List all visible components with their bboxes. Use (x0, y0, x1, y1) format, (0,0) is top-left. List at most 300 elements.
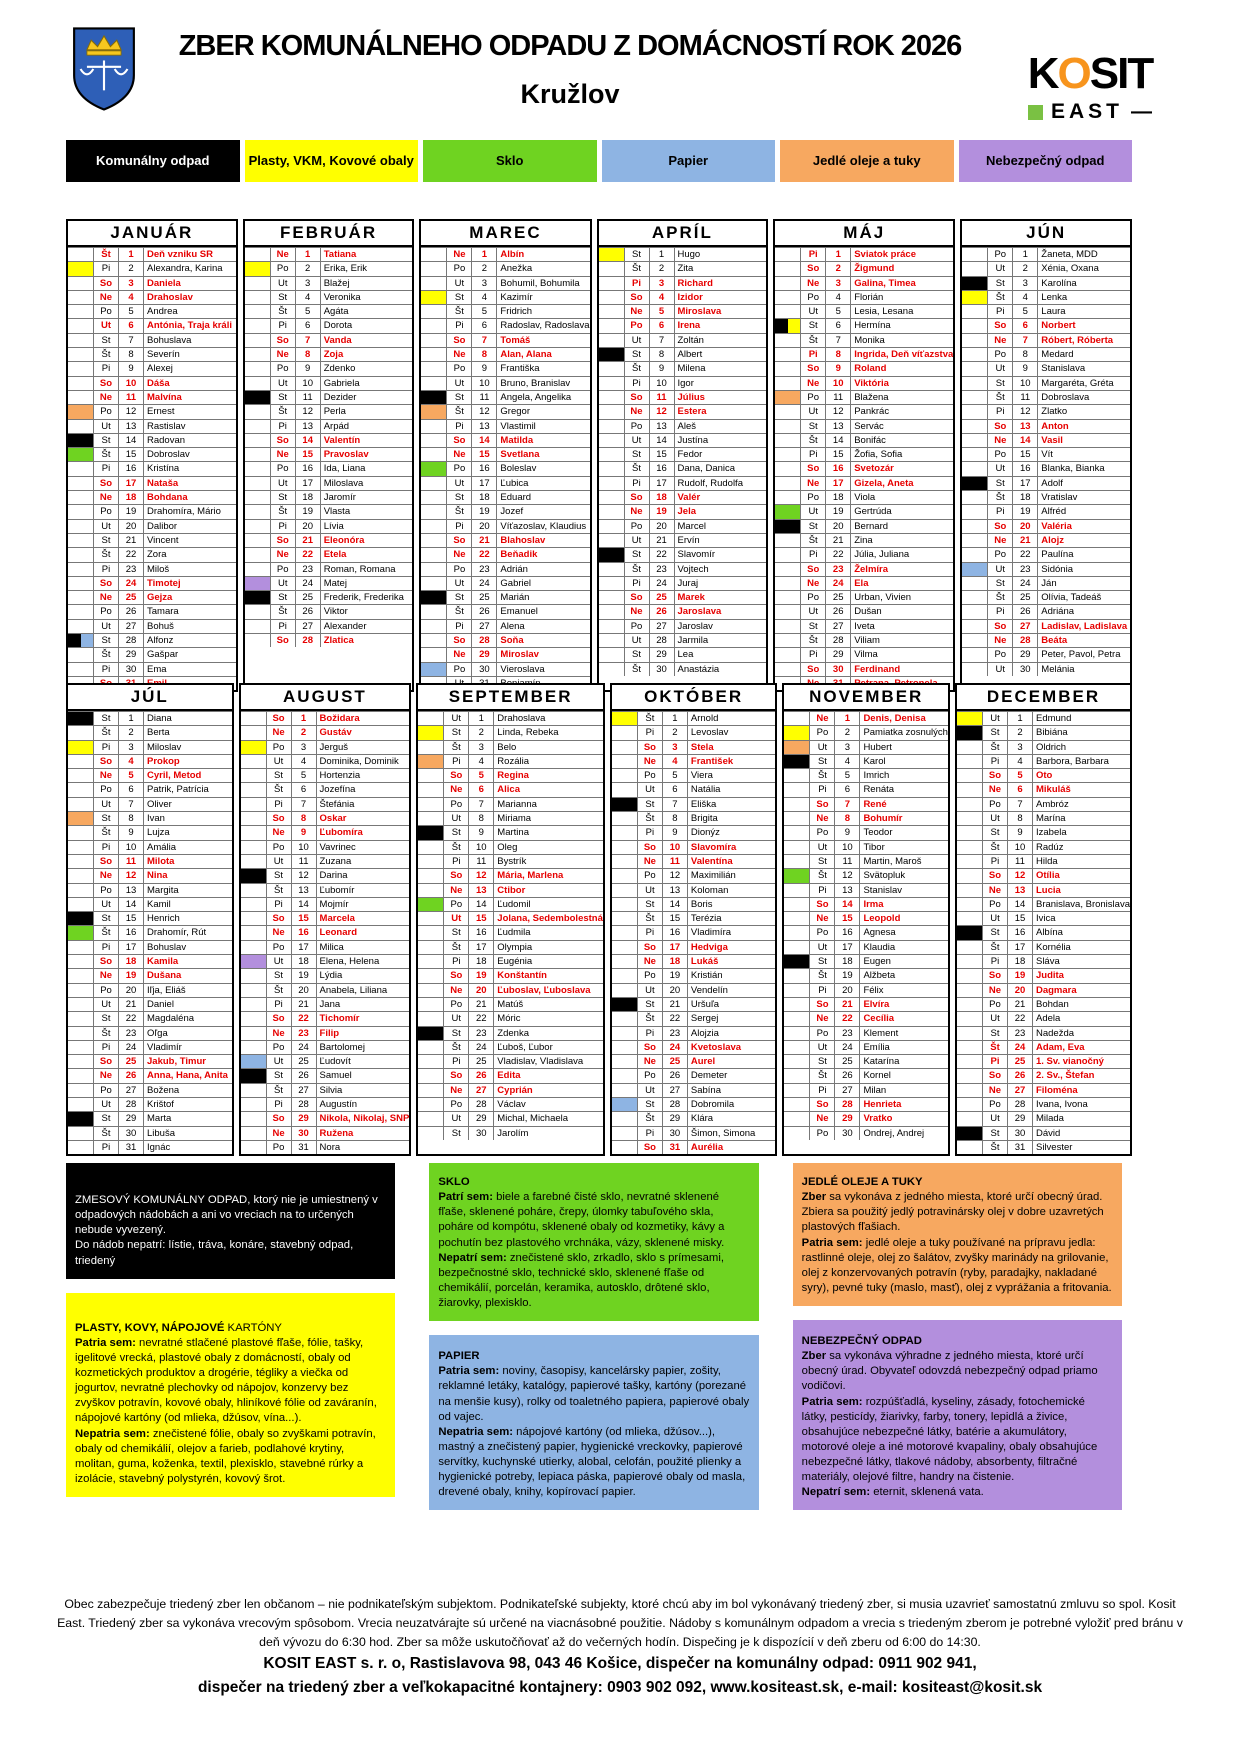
weekday-abbrev: Št (801, 534, 826, 547)
calendar-day-row (957, 1040, 1130, 1054)
weekday-abbrev: Po (801, 491, 826, 504)
name-day: Xénia, Oxana (1041, 263, 1099, 275)
day-number: 2 (296, 262, 321, 275)
calendar-day-row (68, 633, 236, 647)
waste-collection-marker (68, 1127, 94, 1140)
waste-collection-marker (599, 591, 625, 604)
day-number: 3 (650, 277, 675, 290)
waste-collection-marker (241, 798, 267, 811)
weekday-abbrev: Ne (94, 969, 119, 982)
calendar-day-row (421, 476, 589, 490)
weekday-abbrev: So (638, 841, 663, 854)
name-day: Galina, Timea (854, 277, 916, 289)
name-day: Vilma (854, 649, 878, 661)
day-number: 2 (472, 262, 497, 275)
black-waste-marker (418, 826, 443, 839)
day-number: 4 (1008, 755, 1033, 768)
orange-waste-marker (421, 405, 446, 418)
weekday-abbrev: Ut (444, 1112, 469, 1125)
calendar-day-row (68, 983, 232, 997)
day-number: 12 (1013, 405, 1038, 418)
waste-collection-marker (245, 591, 271, 604)
name-day: Patrik, Patrícia (147, 784, 209, 796)
weekday-abbrev: So (94, 377, 119, 390)
name-day: Ferdinand (854, 663, 901, 675)
day-number: 17 (1013, 477, 1038, 490)
day-number: 19 (1013, 505, 1038, 518)
waste-collection-marker (418, 755, 444, 768)
day-number: 11 (663, 855, 688, 868)
waste-collection-marker (775, 548, 801, 561)
calendar-day-row (421, 490, 589, 504)
name-day: Emanuel (500, 606, 538, 618)
name-day: Viola (854, 492, 876, 504)
day-number: 16 (650, 462, 675, 475)
waste-collection-marker (421, 262, 447, 275)
day-number: 18 (663, 955, 688, 968)
waste-collection-marker (599, 248, 625, 261)
day-number: 4 (1013, 291, 1038, 304)
weekday-abbrev: So (267, 812, 292, 825)
calendar-day-row (957, 811, 1130, 825)
weekday-abbrev: Ut (447, 477, 472, 490)
waste-collection-marker (784, 755, 810, 768)
weekday-abbrev: St (801, 319, 826, 332)
day-number: 26 (472, 605, 497, 618)
calendar-day-row (962, 433, 1130, 447)
weekday-abbrev: Št (94, 448, 119, 461)
weekday-abbrev: St (444, 826, 469, 839)
month-title: MAREC (421, 221, 589, 247)
weekday-abbrev: Pi (444, 855, 469, 868)
day-number: 26 (292, 1069, 317, 1082)
name-day: Marína (1035, 813, 1066, 825)
info-paragraph: Nepatria sem: nápojové kartóny (od mlieka, džúsov...), mastný a znečistený papier, hygienické vreckovky, papierové servítky, kuchynské utierky, alobal, celofán, použité plienky a hygienické potreby, lepiaca páska, papierové obaly od masla, drevené obaly, knihy, kopírovací papier. (438, 1425, 746, 1499)
name-day: Radúz (1035, 841, 1064, 853)
day-number: 27 (296, 620, 321, 633)
weekday-abbrev: Ne (94, 291, 119, 304)
waste-collection-marker (962, 405, 988, 418)
name-day: Milota (147, 855, 175, 867)
day-number: 18 (296, 491, 321, 504)
weekday-abbrev: Po (638, 1069, 663, 1082)
day-number: 3 (469, 741, 494, 754)
kosit-letters-sit: SIT (1089, 49, 1153, 98)
day-number: 12 (119, 869, 144, 882)
day-number: 6 (292, 783, 317, 796)
name-day: Eugen (863, 956, 891, 968)
weekday-abbrev: Ut (983, 912, 1008, 925)
name-day: Dobroslav (147, 449, 190, 461)
day-number: 11 (119, 391, 144, 404)
day-number: 11 (296, 391, 321, 404)
weekday-abbrev: Ut (801, 305, 826, 318)
weekday-abbrev: So (810, 998, 835, 1011)
name-day: Oskar (319, 813, 347, 825)
weekday-abbrev: So (94, 277, 119, 290)
info-paragraph: Zber sa vykonáva z jedného miesta, ktoré určí obecný úrad. Zbiera sa použitý jedlý potravinársky olej v dobre uzavretých plastových fľašiach. (801, 1191, 1104, 1234)
waste-collection-marker (962, 448, 988, 461)
weekday-abbrev: Po (810, 1027, 835, 1040)
day-number: 12 (296, 405, 321, 418)
calendar-day-row (775, 376, 953, 390)
weekday-abbrev: Pi (983, 855, 1008, 868)
waste-collection-marker (962, 577, 988, 590)
day-number: 13 (292, 884, 317, 897)
weekday-abbrev: Št (638, 912, 663, 925)
weekday-abbrev: So (988, 319, 1013, 332)
name-day: Dušan (854, 606, 882, 618)
waste-collection-marker (962, 591, 988, 604)
weekday-abbrev: Št (447, 305, 472, 318)
waste-collection-marker (599, 262, 625, 275)
kosit-green-square-icon (1028, 105, 1043, 120)
calendar-day-row (68, 590, 236, 604)
weekday-abbrev: St (444, 1027, 469, 1040)
waste-collection-marker (68, 926, 94, 939)
weekday-abbrev: Ut (447, 277, 472, 290)
name-day: Arpád (323, 420, 350, 432)
blue-waste-marker (421, 663, 446, 676)
waste-collection-marker (418, 884, 444, 897)
waste-collection-marker (421, 420, 447, 433)
name-day: Sláva (1035, 956, 1060, 968)
name-day: Alžbeta (863, 970, 896, 982)
day-number: 18 (119, 955, 144, 968)
name-day: Pamiatka zosnulých (863, 727, 948, 739)
name-day: Bohuš (147, 620, 174, 632)
weekday-abbrev: Ne (447, 348, 472, 361)
day-number: 8 (1013, 348, 1038, 361)
calendar-day-row (68, 1054, 232, 1068)
calendar-day-row (775, 404, 953, 418)
calendar-day-row (612, 940, 776, 954)
footer-notice: Obec zabezpečuje triedený zber len občanom – nie podnikateľským subjektom. Podnikateľské subjekty, ktoré chcú aby im bol vykonávaný triedený zber, si musia uzavrieť samostatnú zmluvu so spol. Kosit East. Triedený zber sa vykonáva vrecovým spôsobom. Vrecia neuzatvárajte sú určené na viacnásobné použitie. Nádoby s komunálnym odpadom a vrecia s triedeným zberom je potrebné vyložiť pred bránu v deň vývozu do 6:30 hod. Zber sa môže uskutočňovať až do večerných hodín. Dispečing je k dispozícií v deň zberu od 6:00 do 14:30. (57, 1597, 1183, 1650)
weekday-abbrev: Po (638, 869, 663, 882)
name-day: Olívia, Tadeáš (1041, 592, 1102, 604)
weekday-abbrev: So (983, 969, 1008, 982)
weekday-abbrev: Ne (447, 648, 472, 661)
day-number: 19 (296, 505, 321, 518)
weekday-abbrev: Pi (94, 941, 119, 954)
name-day: Klára (690, 1113, 714, 1125)
weekday-abbrev: Ut (810, 841, 835, 854)
calendar-day-row (68, 711, 232, 725)
footer-contact-line-2: dispečer na triedený zber a veľkokapacitné kontajnery: 0903 902 092, www.kositeast.sk, e-mail: kositeast@kosit.sk (197, 1679, 1043, 1697)
weekday-abbrev: So (271, 534, 296, 547)
weekday-abbrev: Pi (983, 955, 1008, 968)
day-number: 20 (119, 520, 144, 533)
calendar-day-row (68, 433, 236, 447)
waste-collection-marker (962, 548, 988, 561)
day-number: 26 (1013, 605, 1038, 618)
weekday-abbrev: St (271, 391, 296, 404)
day-number: 15 (119, 448, 144, 461)
calendar-day-row (418, 883, 603, 897)
day-number: 21 (650, 534, 675, 547)
info-block-title: PAPIER (438, 1350, 480, 1363)
weekday-abbrev: Ne (444, 1084, 469, 1097)
calendar-day-row (421, 433, 589, 447)
calendar-day-row (68, 519, 236, 533)
weekday-abbrev: Po (625, 520, 650, 533)
calendar-day-row (957, 1026, 1130, 1040)
weekday-abbrev: Ne (988, 434, 1013, 447)
waste-collection-marker (421, 477, 447, 490)
waste-collection-marker (775, 348, 801, 361)
calendar-day-row (599, 419, 767, 433)
calendar-day-row (245, 519, 413, 533)
name-day: Kamil (147, 898, 171, 910)
waste-collection-marker (599, 377, 625, 390)
month-table-júl (66, 683, 234, 1156)
name-day: Kristián (690, 970, 723, 982)
waste-collection-marker (418, 998, 444, 1011)
name-day: Bohumil, Bohumila (500, 277, 580, 289)
name-day: Elena, Helena (319, 956, 380, 968)
waste-collection-marker (957, 898, 983, 911)
weekday-abbrev: St (94, 1012, 119, 1025)
calendar-day-row (612, 868, 776, 882)
calendar-day-row (612, 1097, 776, 1111)
waste-collection-marker (612, 1141, 638, 1154)
month-table-marec (419, 219, 591, 692)
weekday-abbrev: Št (94, 348, 119, 361)
calendar-day-row (775, 261, 953, 275)
day-number: 27 (1013, 620, 1038, 633)
black-waste-marker (784, 955, 809, 968)
black-waste-marker (241, 869, 266, 882)
day-number: 28 (1013, 634, 1038, 647)
day-number: 28 (119, 634, 144, 647)
weekday-abbrev: So (810, 798, 835, 811)
name-day: Ivica (1035, 913, 1056, 925)
weekday-abbrev: Pi (638, 726, 663, 739)
weekday-abbrev: Ne (94, 769, 119, 782)
calendar-day-row (241, 940, 410, 954)
weekday-abbrev: Ut (983, 712, 1008, 725)
day-number: 4 (119, 291, 144, 304)
day-number: 26 (119, 605, 144, 618)
name-day: Nikola, Nikolaj, SNP (319, 1113, 410, 1125)
name-day: Jana (319, 998, 341, 1010)
calendar-day-row (241, 1140, 410, 1154)
info-paragraph-lead: Patria sem: (801, 1395, 863, 1408)
calendar-day-row (421, 519, 589, 533)
weekday-abbrev: Št (983, 1141, 1008, 1154)
calendar-day-row (241, 997, 410, 1011)
weekday-abbrev: Ne (638, 855, 663, 868)
name-day: Mojmír (319, 898, 349, 910)
name-day: Dáša (147, 377, 170, 389)
day-number: 9 (119, 826, 144, 839)
calendar-day-row (957, 1111, 1130, 1125)
waste-collection-marker (957, 941, 983, 954)
calendar-day-row (418, 754, 603, 768)
calendar-day-row (68, 1083, 232, 1097)
name-day: Alexandra, Karina (147, 263, 223, 275)
weekday-abbrev: St (988, 377, 1013, 390)
weekday-abbrev: Ne (94, 491, 119, 504)
calendar-day-row (245, 347, 413, 361)
black-waste-marker (612, 998, 637, 1011)
calendar-day-row (421, 361, 589, 375)
calendar-day-row (68, 854, 232, 868)
kosit-dash: — (1131, 100, 1152, 123)
weekday-abbrev: Pi (801, 648, 826, 661)
weekday-abbrev: Po (988, 648, 1013, 661)
weekday-abbrev: Pi (983, 1055, 1008, 1068)
calendar-day-row (68, 490, 236, 504)
weekday-abbrev: Ne (625, 505, 650, 518)
calendar-day-row (612, 1126, 776, 1140)
day-number: 14 (835, 898, 860, 911)
waste-collection-marker (612, 955, 638, 968)
weekday-abbrev: St (94, 634, 119, 647)
weekday-abbrev: Ut (267, 955, 292, 968)
day-number: 13 (663, 884, 688, 897)
name-day: Olympia (497, 941, 533, 953)
waste-collection-marker (957, 1127, 983, 1140)
yellow-waste-marker (612, 712, 637, 725)
weekday-abbrev: Št (94, 548, 119, 561)
waste-collection-marker (775, 648, 801, 661)
calendar-day-row (784, 1083, 948, 1097)
name-day: Martin, Maroš (863, 855, 922, 867)
name-day: Miroslav (500, 649, 539, 661)
calendar-day-row (241, 840, 410, 854)
weekday-abbrev: So (94, 955, 119, 968)
blue-waste-marker (241, 1055, 266, 1068)
day-number: 26 (469, 1069, 494, 1082)
waste-collection-marker (68, 534, 94, 547)
day-number: 25 (650, 591, 675, 604)
name-day: Magdaléna (147, 1013, 195, 1025)
weekday-abbrev: Ut (625, 534, 650, 547)
header (110, 30, 1030, 110)
weekday-abbrev: Po (447, 362, 472, 375)
name-day: Milada (1035, 1113, 1064, 1125)
day-number: 12 (1008, 869, 1033, 882)
name-day: Filoména (1035, 1084, 1078, 1096)
calendar-day-row (599, 662, 767, 676)
day-number: 16 (1008, 926, 1033, 939)
day-number: 9 (1013, 362, 1038, 375)
calendar-day-row (421, 604, 589, 618)
calendar-day-row (775, 490, 953, 504)
calendar-day-row (612, 711, 776, 725)
weekday-abbrev: St (271, 291, 296, 304)
name-day: Marcela (319, 913, 355, 925)
day-number: 17 (119, 477, 144, 490)
calendar-day-row (418, 897, 603, 911)
weekday-abbrev: Ne (810, 1112, 835, 1125)
weekday-abbrev: Pi (625, 377, 650, 390)
weekday-abbrev: So (271, 334, 296, 347)
day-number: 12 (472, 405, 497, 418)
name-day: Vratislav (1041, 492, 1078, 504)
weekday-abbrev: Pi (444, 755, 469, 768)
name-day: Karolína (1041, 277, 1077, 289)
waste-collection-marker (957, 912, 983, 925)
calendar-day-row (962, 347, 1130, 361)
name-day: Jolana, Sedembolestná (497, 913, 603, 925)
weekday-abbrev: So (810, 1098, 835, 1111)
name-day: Iľja, Eliáš (147, 984, 186, 996)
weekday-abbrev: St (94, 812, 119, 825)
waste-collection-marker (957, 841, 983, 854)
weekday-abbrev: Št (267, 884, 292, 897)
waste-collection-marker (68, 898, 94, 911)
calendar-day-row (957, 968, 1130, 982)
day-number: 14 (472, 434, 497, 447)
name-day: Žofia, Sofia (854, 449, 903, 461)
waste-collection-marker (418, 1041, 444, 1054)
waste-collection-marker (245, 319, 271, 332)
day-number: 3 (292, 741, 317, 754)
name-day: Nataša (147, 477, 179, 489)
calendar-day-row (245, 318, 413, 332)
waste-collection-marker (775, 362, 801, 375)
waste-collection-marker (599, 420, 625, 433)
calendar-day-row (599, 347, 767, 361)
waste-collection-marker (957, 1084, 983, 1097)
legend-nebezpe-n-odpad: Nebezpečný odpad (959, 140, 1133, 182)
calendar-day-row (612, 740, 776, 754)
waste-collection-marker (421, 462, 447, 475)
name-day: Drahomír, Rút (147, 927, 207, 939)
waste-collection-marker (612, 855, 638, 868)
day-number: 19 (1008, 969, 1033, 982)
name-day: Aleš (677, 420, 696, 432)
weekday-abbrev: Št (983, 841, 1008, 854)
waste-collection-marker (68, 434, 94, 447)
name-day: Cyril, Metod (147, 770, 202, 782)
waste-collection-marker (421, 305, 447, 318)
name-day: Bohuslava (147, 334, 192, 346)
day-number: 20 (650, 520, 675, 533)
name-day: Beáta (1041, 635, 1068, 647)
calendar-day-row (68, 883, 232, 897)
day-number: 21 (1008, 998, 1033, 1011)
waste-collection-marker (962, 663, 988, 676)
calendar-day-row (245, 533, 413, 547)
name-day: Gizela, Aneta (854, 477, 914, 489)
day-number: 22 (1008, 1012, 1033, 1025)
calendar-day-row (241, 897, 410, 911)
calendar-day-row (962, 604, 1130, 618)
waste-collection-marker (957, 755, 983, 768)
waste-collection-marker (241, 755, 267, 768)
day-number: 24 (826, 577, 851, 590)
waste-collection-marker (245, 362, 271, 375)
calendar-day-row (599, 304, 767, 318)
name-day: Svetlana (500, 449, 540, 461)
yellow-waste-marker (599, 248, 624, 261)
waste-collection-marker (241, 712, 267, 725)
calendar-day-row (68, 1140, 232, 1154)
weekday-abbrev: Po (447, 563, 472, 576)
calendar-day-row (784, 940, 948, 954)
weekday-abbrev: So (444, 969, 469, 982)
name-day: Zuzana (319, 855, 352, 867)
waste-collection-marker (962, 491, 988, 504)
day-number: 20 (835, 984, 860, 997)
waste-collection-marker (962, 520, 988, 533)
name-day: Anton (1041, 420, 1069, 432)
waste-collection-marker (241, 1098, 267, 1111)
calendar-day-row (245, 490, 413, 504)
